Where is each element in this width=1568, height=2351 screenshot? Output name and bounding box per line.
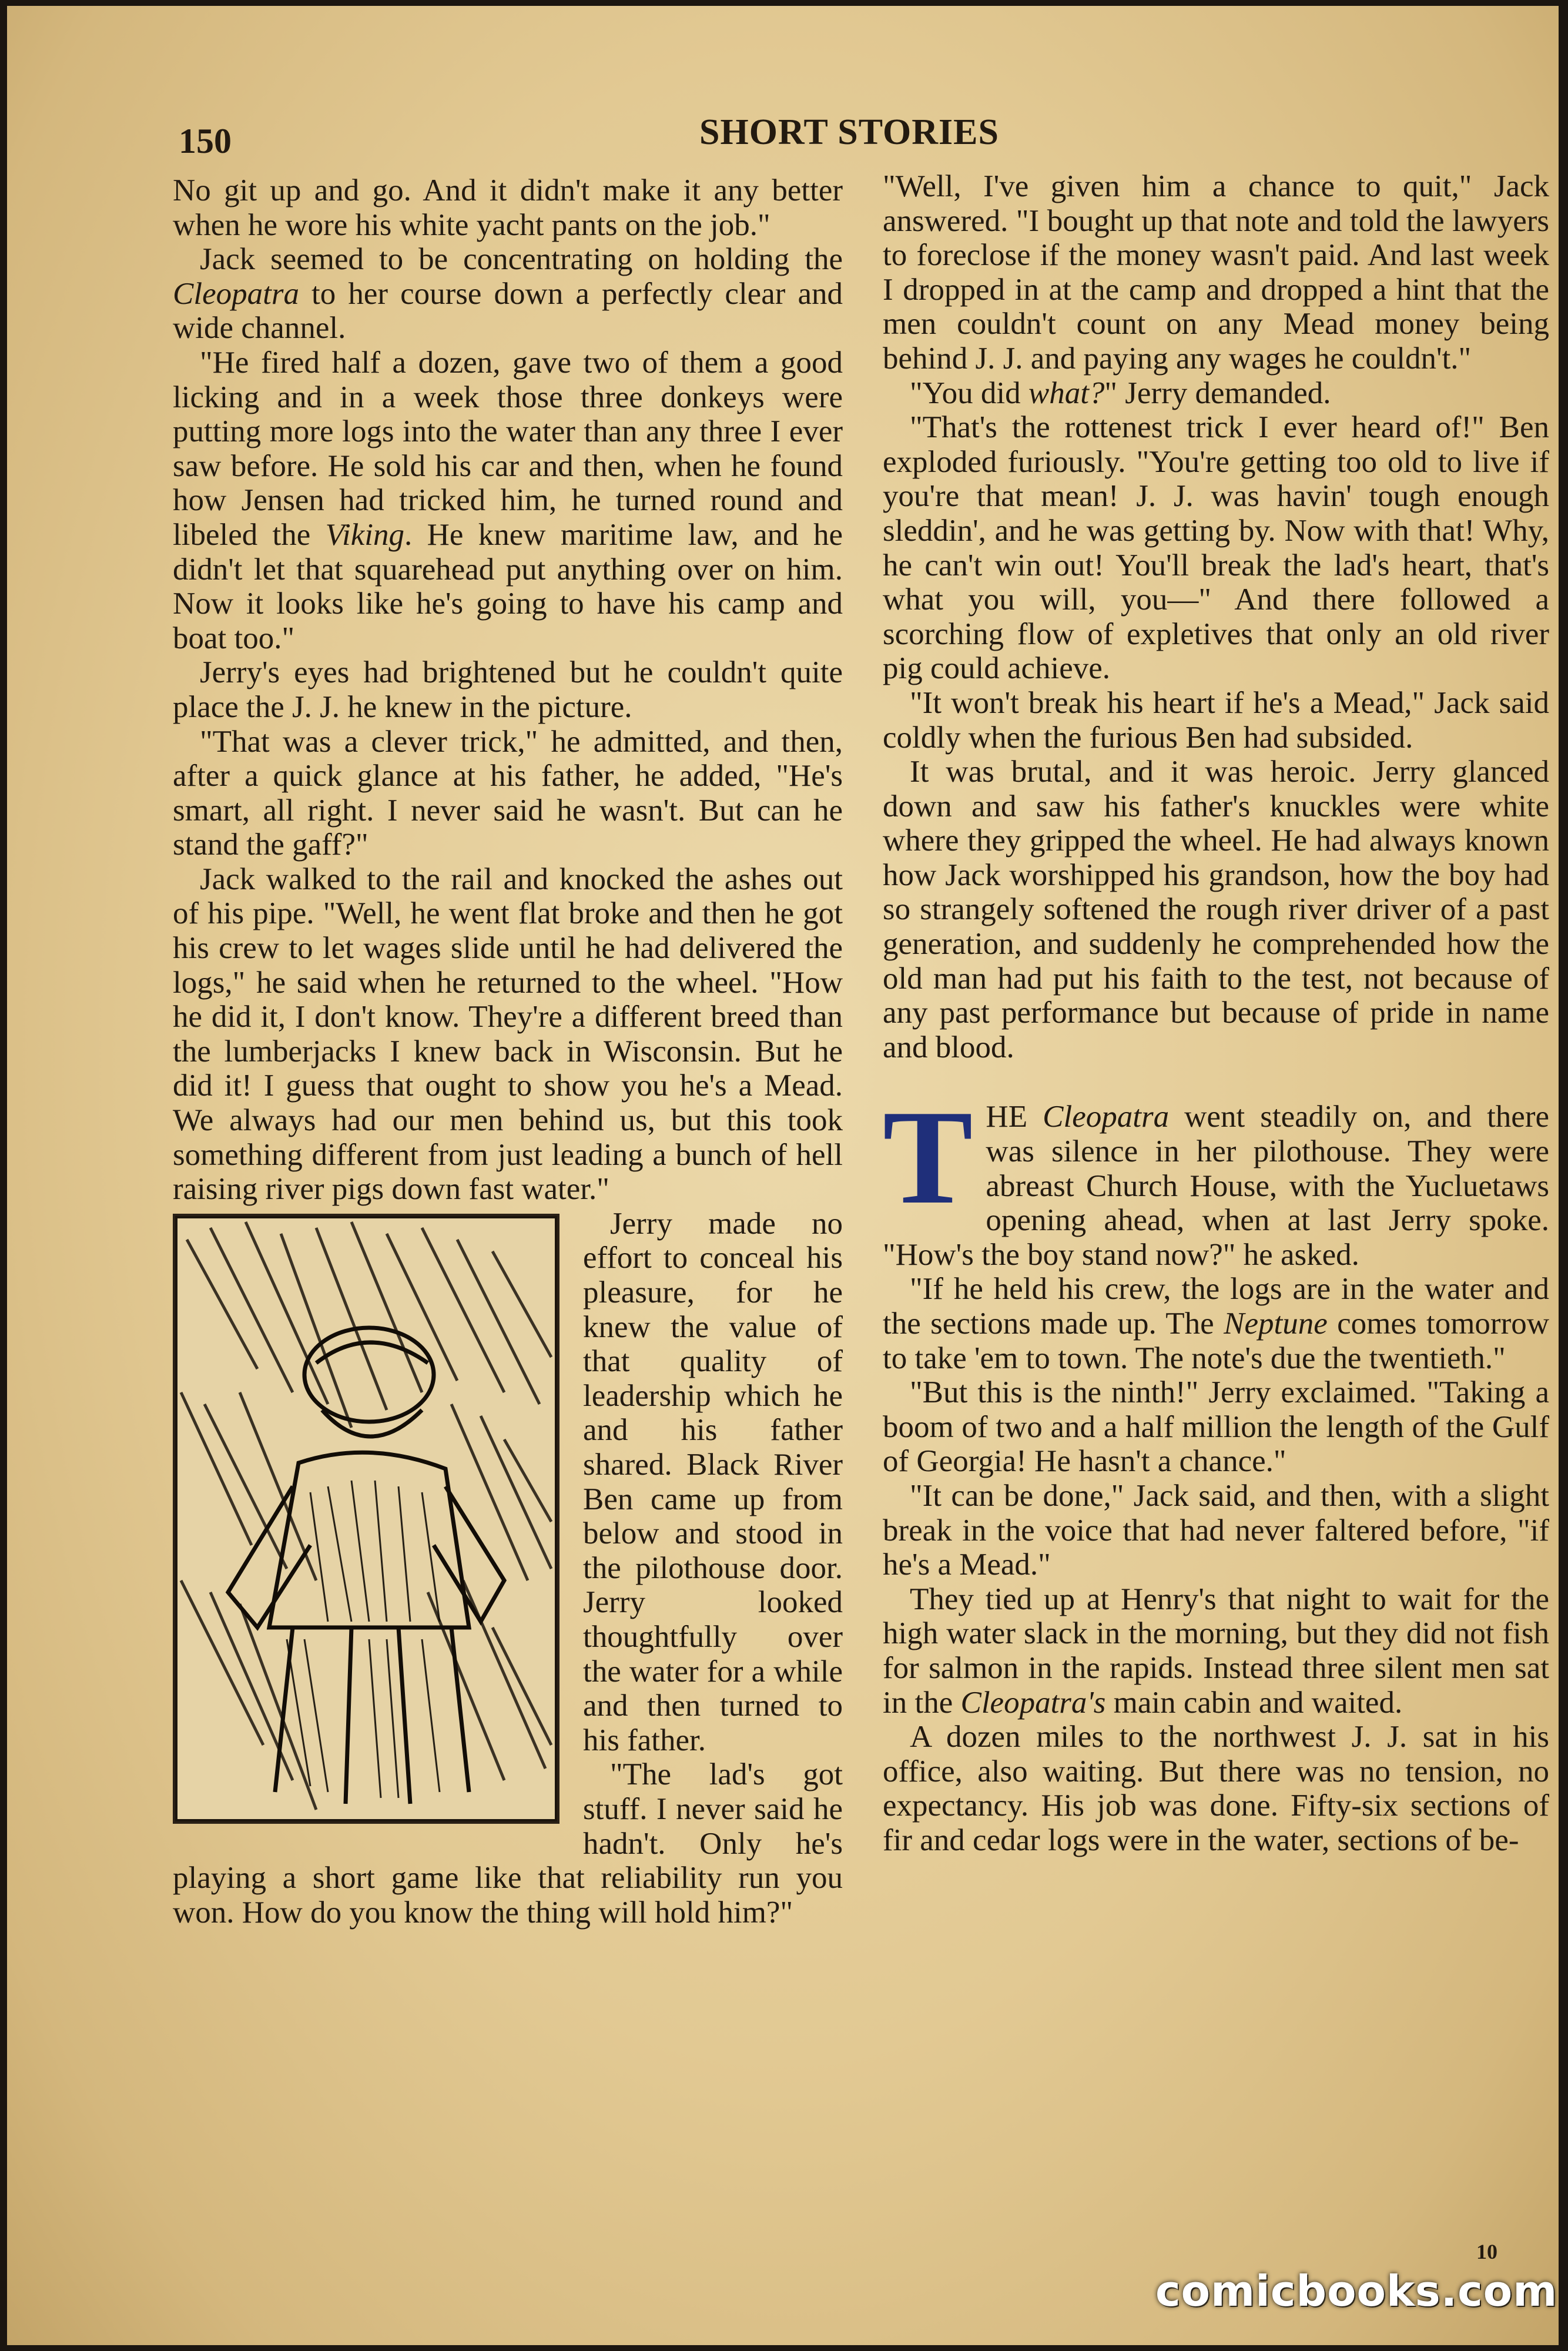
paragraph: Jerry's eyes had brightened but he couldn't quite place the J. J. he knew in the picture.: [173, 655, 843, 724]
paragraph: "The lad's got stuff. I never said he hadn't. Only he's playing a short game like that reliability run you won. How do you know the thing will hold him?": [173, 1757, 843, 1930]
ship-name: Neptune: [1224, 1307, 1328, 1341]
paragraph: Jack walked to the rail and knocked the ashes out of his pipe. "Well, he went flat broke and then he got his crew to let wages slide until he had delivered the logs," he said when he returned to the wheel. "How he did it, I don't know. They're a different breed than the lumberjacks I knew back in Wisconsin. But he did it! I guess that ought to show you he's a Mead. We always had our men behind us, but this took something different from just leading a bunch of hell raising river pigs down fast water.": [173, 862, 843, 1207]
section-break: [883, 1064, 1549, 1100]
paragraph: "That was a clever trick," he admitted, and then, after a quick glance at his father, he added, "He's smart, all right. I never said he wasn't. But can he stand the gaff?": [173, 724, 843, 862]
right-column: [883, 169, 1549, 1858]
pen-sketch-icon: [175, 1216, 557, 1821]
paragraph: "It can be done," Jack said, and then, with a slight break in the voice that had never faltered before, "if he's a Mead.": [883, 1478, 1549, 1582]
ship-name: Cleopatra: [1043, 1100, 1170, 1134]
page-number: 150: [179, 122, 232, 160]
watermark: comicbooks.com: [1155, 2266, 1558, 2316]
emphasis: what?: [1028, 376, 1105, 410]
running-head: SHORT STORIES: [699, 112, 999, 152]
paragraph: Jerry made no effort to conceal his pleasure, for he knew the value of that quality of leadership which he and his father shared. Black River Ben came up from below and stood in the pilothouse door. Jerry looked thoughtfully over the water for a while and then turned to his father.: [583, 1206, 843, 1757]
paragraph: "You did what?" Jerry demanded.: [910, 376, 1331, 410]
paragraph: No git up and go. And it didn't make it any better when he wore his white yacht pants on the job.": [173, 173, 843, 242]
paragraph: They tied up at Henry's that night to wait for the high water slack in the morning, but they did not fish for salmon in the rapids. Instead three silent men sat in the Cleopatra's main cabin and waited.: [883, 1582, 1549, 1720]
illustration: [173, 1214, 559, 1824]
paragraph: "But this is the ninth!" Jerry exclaimed. "Taking a boom of two and a half million the length of the Gulf of Georgia! He hasn't a chance.": [883, 1375, 1549, 1479]
paragraph: "He fired half a dozen, gave two of them a good licking and in a week those three donkeys were putting more logs into the water than any three I ever saw before. He sold his car and then, when he found how Jensen had tricked him, he turned round and libeled the Viking. He knew maritime law, and he didn't let that squarehead put anything over on him. Now it looks like he's going to have his camp and boat too.": [173, 345, 843, 655]
paragraph: A dozen miles to the northwest J. J. sat in his office, also waiting. But there was no tension, no expectancy. His job was done. Fifty-six sections of fir and cedar logs were in the water, sections of be-: [883, 1720, 1549, 1857]
paragraph: Jack seemed to be concentrating on holding the Cleopatra to her course down a perfectly clear and wide channel.: [173, 242, 843, 346]
signature-mark: 10: [1476, 2240, 1497, 2263]
section-opening-paragraph: THE Cleopatra went steadily on, and there was silence in her pilothouse. They were abreast Church House, with the Yucluetaws opening ahead, when at last Jerry spoke. "How's the boy stand now?" he asked.: [883, 1082, 1549, 1272]
ship-name: Viking: [325, 517, 405, 552]
left-column: [173, 173, 843, 1930]
paragraph: "It won't break his heart if he's a Mead," Jack said coldly when the furious Ben had subsided.: [883, 685, 1549, 755]
paragraph: "Well, I've given him a chance to quit," Jack answered. "I bought up that note and told the lawyers to foreclose if the money wasn't paid. And last week I dropped in at the camp and dropped a hint that the men couldn't count on any Mead money being behind J. J. and paying any wages he couldn't.": [883, 169, 1549, 376]
paragraph: "If he held his crew, the logs are in the water and the sections made up. The Neptune comes tomorrow to take 'em to town. The note's due the twentieth.": [883, 1272, 1549, 1375]
drop-cap: T: [883, 1082, 973, 1233]
ship-name: Cleopatra's: [960, 1685, 1106, 1720]
ship-name: Cleopatra: [173, 276, 299, 311]
paragraph: "That's the rottenest trick I ever heard of!" Ben exploded furiously. "You're getting too old to live if you're that mean! J. J. was havin' tough enough sleddin', and he was getting by. Now with that! Why, he can't win out! You'll break the lad's heart, that's what you will, you—" And there followed a scorching flow of expletives that only an old river pig could achieve.: [883, 410, 1549, 686]
paragraph: It was brutal, and it was heroic. Jerry glanced down and saw his father's knuckles were white where they gripped the wheel. He had always known how Jack worshipped his grandson, how the boy had so strangely softened the rough river driver of a past generation, and suddenly he comprehended how the old man had put his faith to the test, not because of any past performance but because of pride in name and blood.: [883, 755, 1549, 1064]
magazine-page: [7, 6, 1559, 2345]
